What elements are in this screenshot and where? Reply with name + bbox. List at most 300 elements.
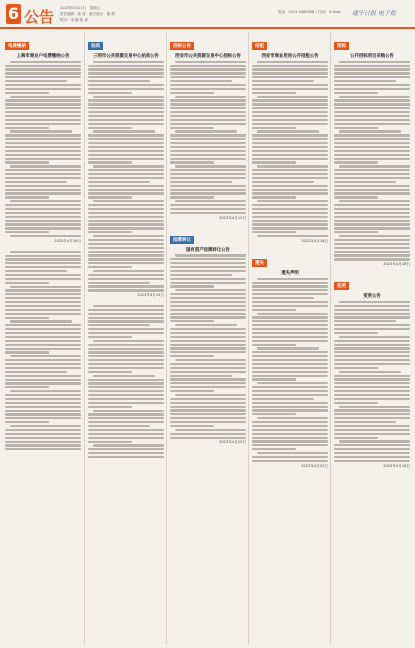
notice-block [5, 32, 81, 249]
text-line [170, 161, 214, 163]
block-gap [88, 299, 164, 303]
text-line [334, 119, 410, 121]
text-line [93, 444, 164, 446]
text-line [334, 351, 410, 353]
text-line [175, 96, 246, 98]
text-line [252, 223, 328, 225]
text-line [334, 161, 378, 163]
text-line [252, 409, 328, 411]
text-line [252, 375, 328, 377]
text-line [170, 177, 246, 179]
text-line [88, 220, 164, 222]
text-line [257, 96, 328, 98]
text-line [252, 173, 328, 175]
text-line [88, 452, 164, 454]
text-line [339, 200, 410, 202]
text-line [88, 274, 164, 276]
text-line [88, 173, 164, 175]
text-line [88, 417, 164, 419]
block-gap [5, 245, 81, 249]
text-line [5, 348, 81, 350]
text-line [339, 130, 401, 132]
text-line [170, 375, 232, 377]
text-line [252, 371, 328, 373]
text-line [5, 328, 81, 330]
text-line [334, 313, 410, 315]
text-line [334, 390, 410, 392]
text-line [334, 402, 378, 404]
text-line [93, 200, 164, 202]
text-line [334, 363, 410, 365]
text-line [5, 189, 81, 191]
text-line [5, 278, 81, 280]
text-line [5, 262, 81, 264]
notice-date: 2023年4月18日 [383, 262, 410, 267]
text-line [88, 386, 164, 388]
text-line [170, 68, 246, 70]
text-line [88, 351, 164, 353]
text-line [339, 406, 410, 408]
text-line [334, 452, 410, 454]
text-line [334, 425, 410, 427]
text-line [88, 437, 164, 439]
text-line [88, 344, 164, 346]
text-line [334, 196, 378, 198]
notice-date: 2023年4月20日 [301, 463, 328, 468]
text-line [88, 239, 164, 241]
text-line [88, 72, 164, 74]
text-line [5, 68, 81, 70]
text-line [88, 348, 164, 350]
text-line [5, 410, 81, 412]
text-line [88, 394, 164, 396]
text-line [257, 452, 328, 454]
text-line [170, 293, 246, 295]
text-line [170, 84, 246, 86]
text-line [175, 359, 246, 361]
text-line [334, 134, 410, 136]
text-line [170, 134, 246, 136]
text-line [93, 270, 164, 272]
notice-date: 2023年4月18日 [301, 238, 328, 243]
text-line [252, 115, 328, 117]
text-line [257, 278, 328, 280]
text-line [10, 165, 81, 167]
text-line [170, 181, 232, 183]
text-line [88, 309, 164, 311]
notice-tab: 电费缴纳 [5, 42, 29, 50]
text-line [252, 324, 328, 326]
text-line [334, 378, 410, 380]
text-line [88, 313, 164, 315]
text-line [88, 138, 164, 140]
text-line [88, 336, 132, 338]
text-line [170, 320, 214, 322]
text-line [334, 158, 410, 160]
text-line [5, 150, 81, 152]
text-line [93, 235, 164, 237]
text-line [5, 309, 81, 311]
text-line [170, 88, 246, 90]
text-line [252, 316, 328, 318]
notice-block [88, 305, 164, 464]
text-line [170, 336, 246, 338]
text-line [339, 371, 401, 373]
text-line [252, 169, 328, 171]
notice-block [170, 32, 246, 226]
text-line [10, 130, 72, 132]
text-line [334, 328, 410, 330]
text-line [170, 274, 232, 276]
text-line [252, 227, 328, 229]
text-line [334, 394, 410, 396]
text-line [257, 313, 328, 315]
notice-body [170, 61, 246, 214]
text-line [334, 332, 378, 334]
text-line [170, 262, 246, 264]
text-line [5, 429, 81, 431]
text-line [257, 382, 328, 384]
notice-tab: 招标 [334, 42, 349, 50]
text-line [170, 413, 246, 415]
text-line [334, 185, 410, 187]
text-line [170, 301, 246, 303]
text-line [170, 421, 246, 423]
text-line [88, 285, 164, 287]
text-line [175, 289, 246, 291]
brand-logo: 遂宁日报 电子报 [352, 10, 396, 17]
text-line [252, 84, 328, 86]
text-line [170, 367, 246, 369]
text-line [5, 134, 81, 136]
text-line [88, 282, 150, 284]
text-line [88, 154, 164, 156]
text-line [170, 192, 246, 194]
text-line [334, 355, 410, 357]
text-line [5, 227, 81, 229]
text-line [88, 247, 164, 249]
text-line [88, 76, 164, 78]
text-line [5, 301, 81, 303]
text-line [252, 72, 328, 74]
text-line [88, 216, 164, 218]
text-line [334, 84, 410, 86]
text-line [5, 111, 81, 113]
text-line [170, 386, 246, 388]
text-line [252, 429, 328, 431]
text-line [5, 340, 81, 342]
text-line [252, 99, 328, 101]
text-line [88, 111, 164, 113]
block-gap [252, 470, 328, 474]
text-line [252, 363, 328, 365]
text-line [252, 433, 328, 435]
text-line [93, 410, 164, 412]
text-line [88, 425, 150, 427]
notice-block [252, 249, 328, 474]
notice-body [5, 61, 81, 238]
text-line [252, 65, 328, 67]
notice-tab: 招租 [252, 42, 267, 50]
notice-tab: 拍卖 [88, 42, 103, 50]
block-gap [334, 470, 410, 474]
text-line [252, 413, 296, 415]
text-line [252, 448, 296, 450]
text-line [334, 127, 378, 129]
text-line [88, 359, 164, 361]
text-line [88, 92, 132, 94]
text-line [10, 355, 81, 357]
text-line [252, 444, 328, 446]
text-line [10, 286, 81, 288]
text-line [252, 293, 328, 295]
notice-body [252, 278, 328, 462]
column-5 [334, 32, 410, 644]
text-line [252, 123, 328, 125]
text-line [5, 270, 67, 272]
text-line [170, 212, 246, 214]
text-line [170, 119, 246, 121]
text-line [88, 123, 164, 125]
text-line [252, 344, 296, 346]
text-line [10, 425, 81, 427]
text-line [88, 99, 164, 101]
text-line [5, 255, 81, 257]
text-line [170, 208, 246, 210]
text-line [88, 177, 164, 179]
text-line [252, 297, 314, 299]
text-line [170, 204, 246, 206]
text-line [5, 92, 49, 94]
text-line [5, 223, 81, 225]
column-divider [248, 32, 249, 644]
text-line [5, 181, 67, 183]
text-line [334, 115, 410, 117]
text-line [252, 185, 328, 187]
block-gap [5, 452, 81, 456]
text-line [252, 398, 314, 400]
text-line [252, 216, 328, 218]
text-line [88, 119, 164, 121]
header-rule [0, 27, 415, 29]
column-4 [252, 32, 328, 644]
text-line [88, 185, 164, 187]
text-line [170, 138, 246, 140]
text-line [88, 390, 164, 392]
text-line [5, 398, 81, 400]
text-line [252, 208, 328, 210]
text-line [252, 220, 328, 222]
text-line [88, 192, 164, 194]
notice-title: 三明市公共资源交易中心拍卖公告 [93, 54, 159, 59]
text-line [334, 138, 410, 140]
text-line [334, 173, 410, 175]
page-number-badge: 6 [7, 4, 20, 23]
text-line [88, 262, 164, 264]
text-line [252, 378, 296, 380]
text-line [5, 115, 81, 117]
text-line [334, 88, 410, 90]
text-line [334, 107, 410, 109]
text-line [334, 181, 396, 183]
text-line [10, 320, 72, 322]
text-line [334, 142, 410, 144]
text-line [170, 371, 246, 373]
text-line [5, 161, 49, 163]
text-line [252, 355, 328, 357]
text-line [252, 111, 328, 113]
text-line [339, 301, 410, 303]
text-line [334, 316, 410, 318]
notice-body [252, 61, 328, 238]
text-line [88, 317, 164, 319]
text-line [10, 390, 81, 392]
text-line [334, 429, 410, 431]
text-line [170, 382, 246, 384]
text-line [10, 235, 81, 237]
section-title: 公告 [24, 8, 55, 26]
text-line [334, 413, 410, 415]
text-line [5, 192, 81, 194]
text-line [252, 204, 328, 206]
notice-body [170, 254, 246, 438]
text-line [339, 165, 410, 167]
text-line [5, 119, 81, 121]
text-line [93, 61, 164, 63]
text-line [334, 347, 410, 349]
text-line [257, 347, 319, 349]
text-line [170, 189, 246, 191]
text-line [334, 80, 396, 82]
text-line [334, 437, 378, 439]
text-line [88, 107, 164, 109]
notice-date: 2023年4月20日 [219, 440, 246, 445]
text-line [252, 305, 328, 307]
text-line [252, 460, 328, 462]
text-line [252, 285, 328, 287]
text-line [88, 146, 164, 148]
text-line [5, 123, 81, 125]
text-line [334, 433, 410, 435]
text-line [252, 212, 328, 214]
text-line [5, 158, 81, 160]
notice-date: 2023年4月15日 [219, 215, 246, 220]
notice-body [88, 61, 164, 292]
text-line [88, 103, 164, 105]
column-divider [330, 32, 331, 644]
text-line [252, 181, 314, 183]
text-line [5, 138, 81, 140]
text-line [175, 200, 246, 202]
text-line [334, 150, 410, 152]
text-line [5, 293, 81, 295]
text-line [170, 72, 246, 74]
text-line [334, 123, 410, 125]
text-line [170, 158, 246, 160]
text-line [5, 258, 81, 260]
notice-body [334, 301, 410, 462]
notice-block [334, 272, 410, 473]
text-line [88, 68, 164, 70]
text-line [93, 130, 155, 132]
text-line [10, 61, 81, 63]
text-line [170, 285, 214, 287]
text-line [252, 138, 328, 140]
text-line [252, 282, 328, 284]
text-line [5, 282, 49, 284]
text-line [175, 254, 246, 256]
text-line [334, 421, 396, 423]
text-line [170, 111, 246, 113]
text-line [334, 227, 410, 229]
notice-tab: 遗失 [252, 259, 267, 267]
notice-date: 2023年4月18日 [54, 238, 81, 243]
text-line [170, 266, 246, 268]
text-line [170, 146, 246, 148]
text-line [170, 92, 214, 94]
text-line [5, 382, 81, 384]
proof-line: 校对：毛 刚 张 剑 [60, 18, 88, 22]
text-line [170, 355, 214, 357]
text-line [334, 309, 410, 311]
text-line [88, 382, 164, 384]
text-line [252, 340, 328, 342]
text-line [252, 107, 328, 109]
text-line [170, 347, 246, 349]
text-line [5, 448, 81, 450]
text-line [334, 65, 410, 67]
text-line [88, 355, 164, 357]
notice-title: 国有资产挂牌转让公告 [186, 247, 230, 253]
text-line [252, 386, 328, 388]
text-line [170, 154, 246, 156]
text-line [88, 398, 164, 400]
text-line [88, 84, 164, 86]
text-line [170, 196, 214, 198]
text-line [334, 243, 410, 245]
notice-block [252, 32, 328, 249]
text-line [339, 61, 410, 63]
text-line [88, 134, 164, 136]
text-line [170, 305, 246, 307]
text-line [170, 297, 246, 299]
text-line [88, 65, 164, 67]
text-line [5, 208, 81, 210]
text-line [5, 313, 81, 315]
text-line [5, 344, 81, 346]
text-line [5, 103, 81, 105]
text-line [5, 185, 81, 187]
text-line [252, 189, 328, 191]
text-line [5, 231, 49, 233]
text-line [93, 96, 164, 98]
column-1 [5, 32, 81, 644]
text-line [334, 367, 378, 369]
text-line [88, 402, 164, 404]
text-line [252, 127, 296, 129]
text-line [252, 154, 328, 156]
text-line [334, 448, 410, 450]
text-line [88, 196, 132, 198]
text-line [88, 243, 164, 245]
text-line [252, 336, 328, 338]
text-line [334, 146, 410, 148]
text-line [88, 441, 132, 443]
text-line [170, 278, 246, 280]
text-line [170, 433, 246, 435]
text-line [170, 76, 246, 78]
text-line [257, 130, 319, 132]
